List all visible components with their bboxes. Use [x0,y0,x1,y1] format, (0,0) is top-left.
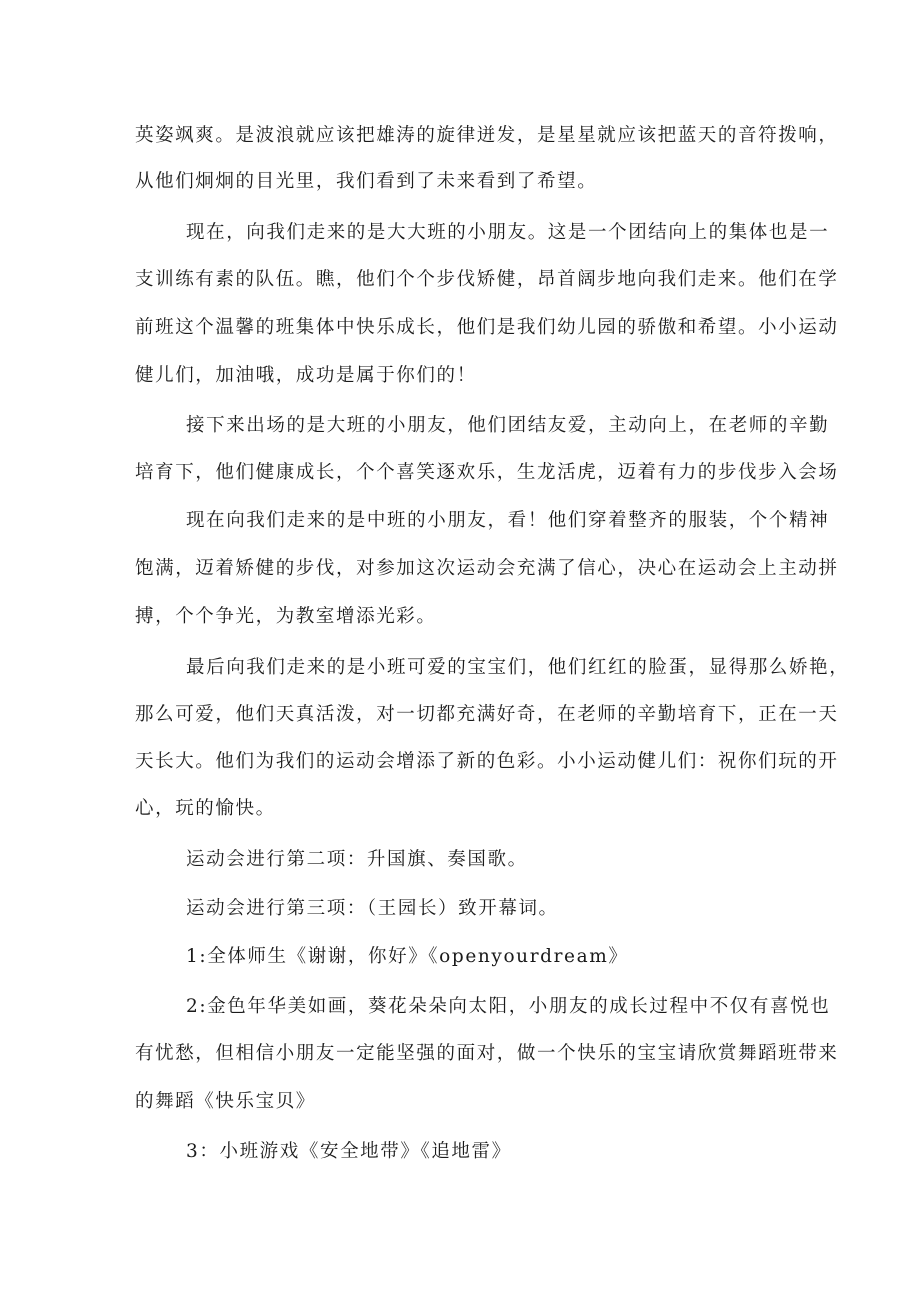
text-line: 现在，向我们走来的是大大班的小朋友。这是一个团结向上的集体也是一 [186,222,830,243]
text-line: 搏，个个争光，为教室增添光彩。 [135,606,437,627]
text-line: 3：小班游戏《安全地带》《追地雷》 [186,1141,512,1162]
text-line: 运动会进行第三项：（王园长）致开幕词。 [186,898,559,919]
text-line: 那么可爱，他们天真活泼，对一切都充满好奇，在老师的辛勤培育下，正在一天 [135,704,839,725]
text-line: 支训练有素的队伍。瞧，他们个个步伐矫健，昂首阔步地向我们走来。他们在学 [135,269,839,290]
text-line: 1:全体师生《谢谢，你好》《openyourdream》 [186,946,629,967]
text-line: 运动会进行第二项：升国旗、奏国歌。 [186,849,528,870]
text-line: 天长大。他们为我们的运动会增添了新的色彩。小小运动健儿们：祝你们玩的开 [135,751,839,772]
text-line: 健儿们，加油哦，成功是属于你们的！ [135,365,477,386]
text-line: 2:金色年华美如画，葵花朵朵向太阳，小朋友的成长过程中不仅有喜悦也 [186,996,831,1017]
text-line: 英姿飒爽。是波浪就应该把雄涛的旋律迸发，是星星就应该把蓝天的音符拨响， [135,125,839,146]
text-line: 接下来出场的是大班的小朋友，他们团结友爱，主动向上，在老师的辛勤 [186,415,830,436]
text-line: 从他们炯炯的目光里，我们看到了未来看到了希望。 [135,171,598,192]
text-line: 现在向我们走来的是中班的小朋友，看！他们穿着整齐的服装，个个精神 [186,510,830,531]
text-line: 前班这个温馨的班集体中快乐成长，他们是我们幼儿园的骄傲和希望。小小运动 [135,317,839,338]
text-line: 有忧愁，但相信小朋友一定能坚强的面对，做一个快乐的宝宝请欣赏舞蹈班带来 [135,1043,839,1064]
text-line: 心，玩的愉快。 [135,798,276,819]
text-line: 的舞蹈《快乐宝贝》 [135,1091,316,1112]
text-line: 培育下，他们健康成长，个个喜笑逐欢乐，生龙活虎，迈着有力的步伐步入会场 [135,462,839,483]
text-line: 最后向我们走来的是小班可爱的宝宝们，他们红红的脸蛋，显得那么娇艳， [186,657,850,678]
text-line: 饱满，迈着矫健的步伐，对参加这次运动会充满了信心，决心在运动会上主动拼 [135,558,839,579]
